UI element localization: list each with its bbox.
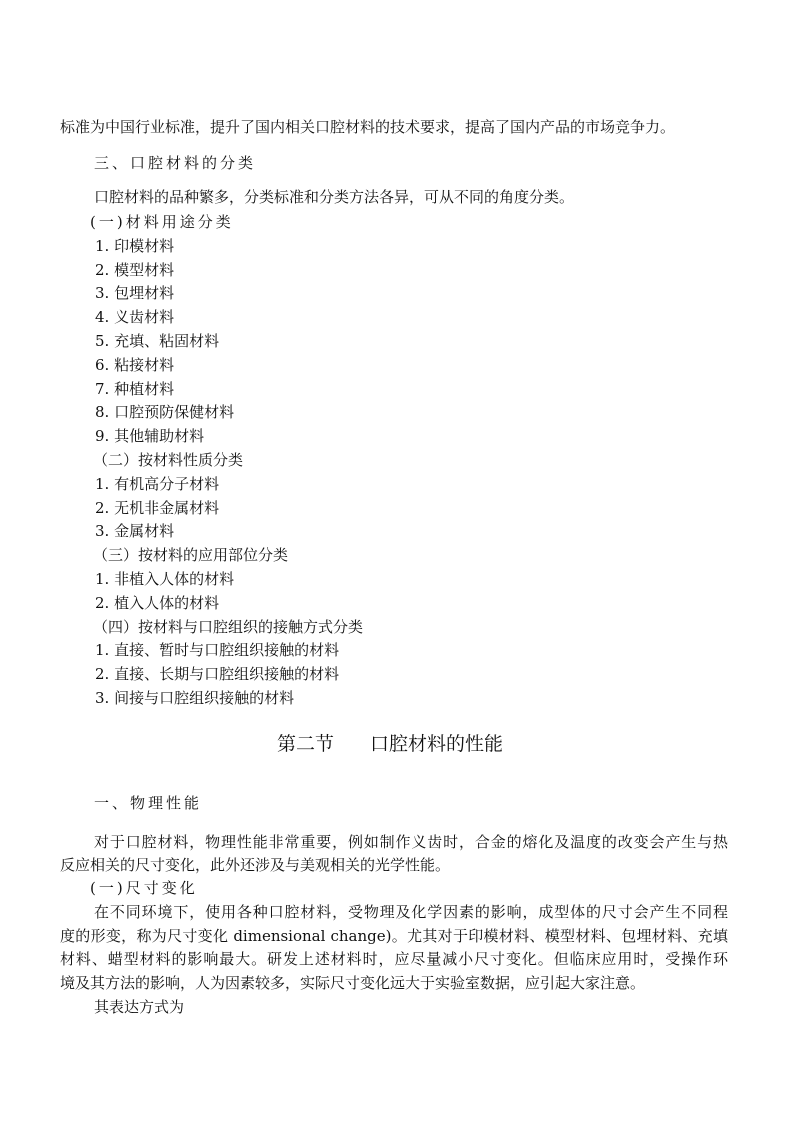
group-heading: （四）按材料与口腔组织的接触方式分类 [93, 617, 364, 636]
list-item: 3. 包埋材料 [95, 284, 175, 303]
list-item: 1. 有机高分子材料 [95, 474, 220, 493]
list-item: 3. 金属材料 [95, 522, 175, 541]
paragraph-line: 对于口腔材料，物理性能非常重要，例如制作义齿时，合金的熔化及温度的改变会产生与热 [94, 833, 728, 851]
list-item: 6. 粘接材料 [95, 355, 175, 374]
list-item: 2. 模型材料 [95, 260, 175, 279]
list-item: 8. 口腔预防保健材料 [95, 403, 235, 422]
paragraph-line: 材料、蜡型材料的影响最大。研发上述材料时，应尽量减小尺寸变化。但临床应用时，受操作环 [60, 950, 728, 968]
chapter-number: 第二节 [277, 733, 335, 755]
section-heading: 一、物理性能 [94, 794, 203, 812]
paragraph: 口腔材料的品种繁多，分类标准和分类方法各异，可从不同的角度分类。 [94, 188, 575, 206]
chapter-title [277, 734, 503, 754]
list-item: 1. 印模材料 [95, 236, 175, 255]
list-item: 1. 直接、暂时与口腔组织接触的材料 [95, 641, 340, 660]
list-item: 2. 植入人体的材料 [95, 593, 220, 612]
chapter-name: 口腔材料的性能 [370, 733, 504, 755]
group-heading: （二）按材料性质分类 [93, 451, 244, 469]
group-heading: (一)材料用途分类 [90, 213, 234, 231]
section-heading: 三、口腔材料的分类 [94, 154, 257, 172]
paragraph-line: 度的形变，称为尺寸变化 dimensional change)。尤其对于印模材料、模型材料、包埋材料、充填 [60, 927, 728, 945]
paragraph-line: 在不同环境下，使用各种口腔材料，受物理及化学因素的影响，成型体的尺寸会产生不同程 [94, 903, 728, 921]
list-item: 1. 非植入人体的材料 [95, 570, 235, 588]
group-heading: （三）按材料的应用部位分类 [93, 546, 289, 565]
list-item: 2. 无机非金属材料 [95, 498, 220, 517]
list-item: 3. 间接与口腔组织接触的材料 [95, 689, 295, 707]
paragraph-line: 其表达方式为 [94, 998, 185, 1016]
intro-line: 标准为中国行业标准，提升了国内相关口腔材料的技术要求，提高了国内产品的市场竞争力。 [60, 118, 676, 136]
subsection-heading: (一)尺寸变化 [90, 879, 198, 897]
list-item: 5. 充填、粘固材料 [95, 332, 220, 350]
list-item: 7. 种植材料 [95, 379, 175, 398]
paragraph-line: 反应相关的尺寸变化，此外还涉及与美观相关的光学性能。 [60, 856, 451, 874]
paragraph-line: 境及其方法的影响，人为因素较多，实际尺寸变化远大于实验室数据，应引起大家注意。 [60, 974, 646, 992]
list-item: 9. 其他辅助材料 [95, 427, 205, 446]
list-item: 2. 直接、长期与口腔组织接触的材料 [95, 665, 340, 684]
list-item: 4. 义齿材料 [95, 308, 175, 327]
